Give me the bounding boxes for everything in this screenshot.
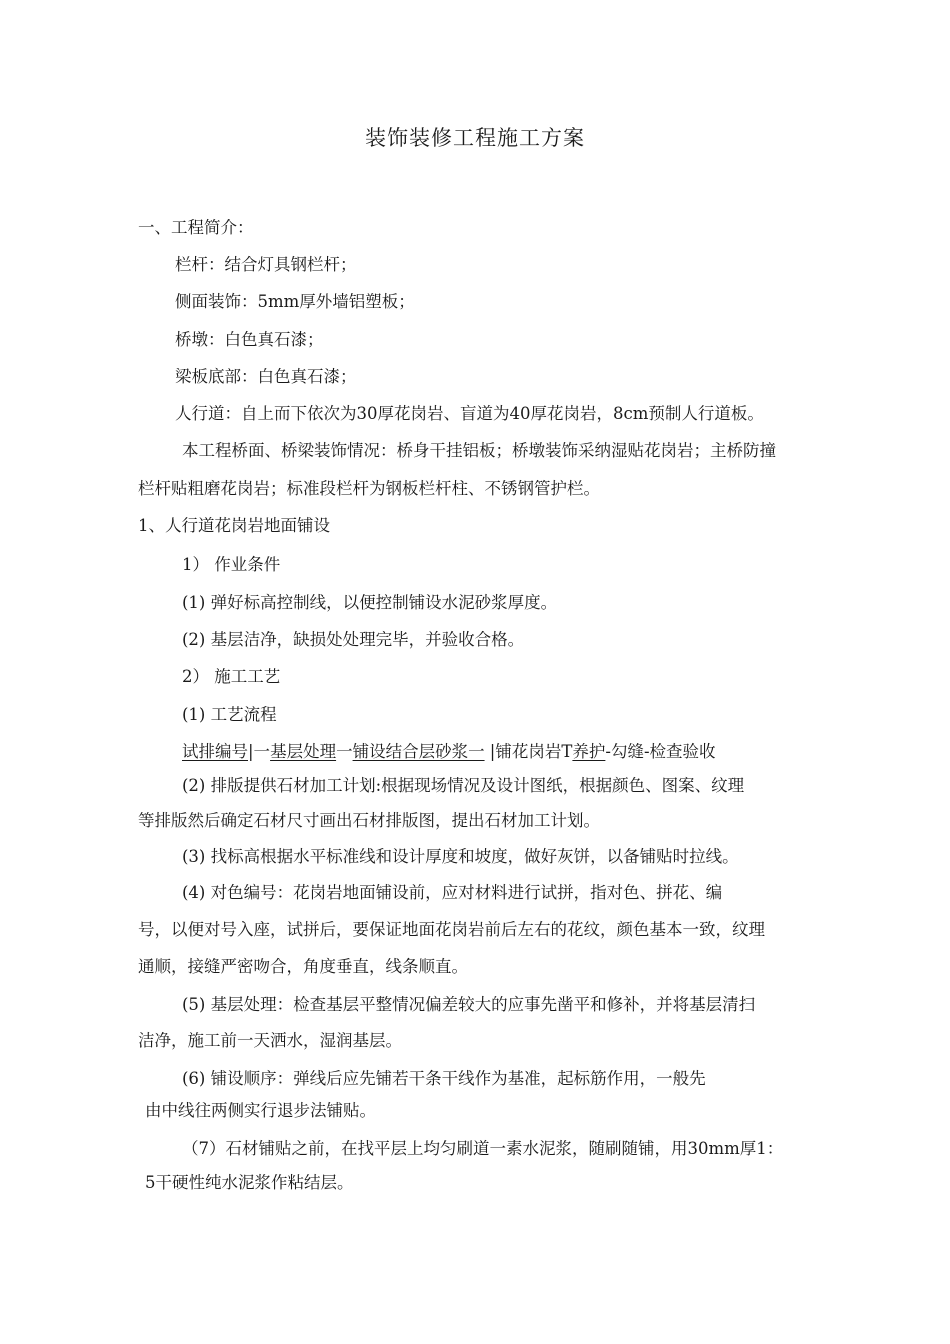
flow-trial-numbering: 试排编号 <box>182 742 248 761</box>
flow-tail: -勾缝-检查验收 <box>605 742 716 761</box>
flow-curing: 养护 <box>572 742 606 761</box>
summary-line-2: 栏杆贴粗磨花岗岩；标准段栏杆为钢板栏杆柱、不锈钢管护栏。 <box>138 479 600 498</box>
flow-sep-1: |一 <box>248 742 271 761</box>
subheading-process: 2） 施工工艺 <box>182 667 281 686</box>
condition-2: (2) 基层洁净，缺损处处理完毕，并验收合格。 <box>182 630 525 649</box>
process-step-4-line-3: 通顺，接缝严密吻合，角度垂直，线条顺直。 <box>138 957 468 976</box>
subheading-conditions: 1） 作业条件 <box>182 555 281 574</box>
flow-sep-2: 一 <box>336 742 353 761</box>
process-step-5-line-1: (5) 基层处理：检查基层平整情况偏差较大的应事先凿平和修补，并将基层清扫 <box>182 995 756 1014</box>
heading-sidewalk-granite: 1、人行道花岗岩地面铺设 <box>138 516 330 535</box>
process-step-2-line-1: (2) 排版提供石材加工计划:根据现场情况及设计图纸，根据颜色、图案、纹理 <box>182 776 745 795</box>
item-railing: 栏杆：结合灯具钢栏杆； <box>175 255 357 274</box>
item-sidewalk: 人行道：自上而下依次为30厚花岗岩、盲道为40厚花岗岩，8cm预制人行道板。 <box>175 404 764 423</box>
process-step-1: (1) 工艺流程 <box>182 705 277 724</box>
process-step-6-line-2: 由中线往两侧实行退步法铺贴。 <box>145 1101 376 1120</box>
flow-mortar-layer: 铺设结合层砂浆一 <box>352 742 485 761</box>
process-step-7-line-2: 5干硬性纯水泥浆作粘结层。 <box>145 1173 354 1192</box>
flow-lay-granite: |铺花岗岩 <box>484 742 562 761</box>
process-step-7-line-1: （7）石材铺贴之前，在找平层上均匀刷道一素水泥浆，随刷随铺，用30mm厚1： <box>182 1139 784 1158</box>
process-step-6-line-1: (6) 铺设顺序：弹线后应先铺若干条干线作为基准，起标筋作用，一般先 <box>182 1069 706 1088</box>
process-step-3: (3) 找标高根据水平标准线和设计厚度和坡度，做好灰饼，以备铺贴时拉线。 <box>182 847 739 866</box>
process-flow <box>182 741 716 763</box>
item-side-decoration: 侧面装饰：5mm厚外墙铝塑板； <box>175 292 415 311</box>
process-step-4-line-1: (4) 对色编号：花岗岩地面铺设前，应对材料进行试拼，指对色、拼花、编 <box>182 883 723 902</box>
condition-1: (1) 弹好标高控制线，以便控制铺设水泥砂浆厚度。 <box>182 593 558 612</box>
process-step-4-line-2: 号，以便对号入座，试拼后，要保证地面花岗岩前后左右的花纹，颜色基本一致，纹理 <box>138 920 765 939</box>
flow-base-treatment: 基层处理 <box>270 742 337 761</box>
item-beam-bottom: 梁板底部：白色真石漆； <box>175 367 357 386</box>
process-step-5-line-2: 洁净，施工前一天洒水，湿润基层。 <box>138 1031 402 1050</box>
process-step-2-line-2: 等排版然后确定石材尺寸画出石材排版图，提出石材加工计划。 <box>138 811 600 830</box>
section-heading-overview: 一、工程简介： <box>138 218 254 237</box>
document-title: 装饰装修工程施工方案 <box>365 126 585 150</box>
flow-sep-3: T <box>561 742 573 761</box>
summary-line-1: 本工程桥面、桥梁装饰情况：桥身干挂铝板；桥墩装饰采纳湿贴花岗岩；主桥防撞 <box>182 441 776 460</box>
item-pier: 桥墩：白色真石漆； <box>175 330 324 349</box>
